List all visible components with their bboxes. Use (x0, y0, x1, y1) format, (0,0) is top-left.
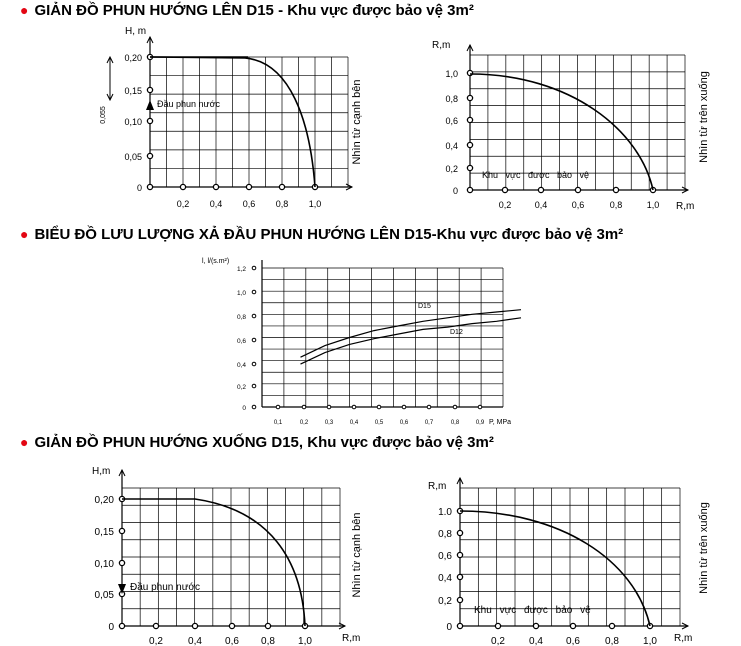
up_side-nozzle-marker (146, 100, 154, 110)
flow-x-tick-label: 0,2 (299, 420, 309, 426)
up_side-x-tick-dot (180, 184, 185, 189)
down_side-x-tick-label: 0,2 (149, 636, 163, 646)
heading-text: BIỂU ĐỒ LƯU LƯỢNG XẢ ĐẦU PHUN HƯỚNG LÊN D15-Khu vực được bảo vệ 3m² (34, 226, 624, 243)
flow-x-tick-dot (302, 405, 306, 409)
up_top-y-tick-label: 0,8 (445, 94, 458, 104)
up_side-y-tick-label: 0,05 (124, 152, 142, 162)
down_top-y-tick-label: 0,6 (438, 551, 452, 562)
down_top-x-tick-label: 0,6 (566, 636, 580, 646)
down_side-x-tick-dot (229, 623, 234, 628)
up_top-x-label: R,m (676, 201, 695, 212)
bullet-icon: ● (20, 2, 29, 18)
up_top-x-tick-label: 0,2 (498, 200, 512, 210)
up_side-dim-label: 0,055 (100, 106, 107, 124)
down_side-series-line (122, 499, 305, 626)
down_top-x-label: R,m (674, 633, 693, 644)
down_top-region-label: Khu vực được bảo vệ (474, 605, 591, 616)
up_side-x-tick-label: 0,8 (275, 199, 289, 209)
down_top-y-tick-dot (457, 530, 462, 535)
flow-y-tick-dot (252, 384, 256, 388)
flow-x-tick-dot (478, 405, 482, 409)
flow-y-tick-label: 0 (242, 405, 246, 412)
down_top-y-tick-label: 0,8 (438, 529, 452, 540)
up_side-x-tick-label: 1,0 (308, 199, 322, 209)
flow-x-tick-label: 0,9 (475, 420, 485, 426)
up_side-x-tick-label: 0,2 (176, 199, 190, 209)
flow-x-tick-dot (377, 405, 381, 409)
down_side-y-tick-dot (119, 528, 124, 533)
down_top-y-tick-label: 0,2 (438, 596, 452, 607)
up_top-y-tick-dot (467, 117, 472, 122)
up_top-y-tick-dot (467, 95, 472, 100)
flow-x-tick-label: 0,1 (273, 420, 283, 426)
down_top-x-tick-label: 0,4 (529, 636, 543, 646)
flow-y-tick-label: 0,8 (236, 314, 246, 321)
bullet-icon: ● (20, 226, 29, 242)
flow-x-tick-dot (327, 405, 331, 409)
down_top-y-label: R,m (428, 481, 447, 492)
flow-y-tick-dot (252, 266, 256, 270)
down_top-x-tick-label: 0,8 (605, 636, 619, 646)
up_top-x-tick-label: 0,6 (571, 200, 585, 210)
heading-text: GIẢN ĐỒ PHUN HƯỚNG LÊN D15 - Khu vực được bảo vệ 3m² (34, 2, 474, 19)
up_top-y-tick-dot (467, 142, 472, 147)
down_top-y-tick-label: 0,4 (438, 573, 452, 584)
down_side-x-tick-label: 0,4 (188, 636, 202, 646)
down_side-y-tick-label: 0,05 (94, 590, 114, 601)
down_side-x-label: R,m (342, 633, 361, 644)
flow-legend-d15: D15 (418, 303, 431, 310)
up_top-region-label: Khu vực được bảo vệ (482, 170, 589, 180)
up_side-y-label: H, m (125, 26, 147, 37)
flow-y-tick-label: 0,2 (236, 384, 246, 391)
up_top-x-tick-label: 0,8 (609, 200, 623, 210)
down_top-x-tick-dot (495, 623, 500, 628)
flow-y-tick-label: 1,0 (236, 290, 246, 297)
up_side-x-tick-dot (279, 184, 284, 189)
down_side-y-tick-label: 0,15 (94, 527, 114, 538)
up_side-y-tick-dot (147, 184, 152, 189)
up_top-y-label: R,m (432, 40, 451, 51)
down_top-y-tick-dot (457, 597, 462, 602)
up_top-y-tick-label: 1,0 (445, 69, 458, 79)
up_side-y-tick-dot (147, 153, 152, 158)
down_side-x-tick-label: 0,8 (261, 636, 275, 646)
down_top-x-tick-label: 0,2 (491, 636, 505, 646)
flow-x-tick-label: 0,4 (349, 420, 359, 426)
down_top-y-tick-label: 0 (446, 622, 452, 633)
flow-x-tick-label: 0,7 (424, 420, 434, 426)
up_top-y-tick-label: 0,6 (445, 116, 458, 126)
up_top-x-tick-dot (502, 187, 507, 192)
flow-x-tick-dot (352, 405, 356, 409)
flow-x-label: P, MPa (489, 419, 512, 426)
flow-y-tick-label: 0,4 (236, 362, 246, 369)
down_side-y-tick-label: 0 (108, 622, 114, 633)
flow-x-tick-dot (453, 405, 457, 409)
down_side-x-tick-label: 1,0 (298, 636, 312, 646)
down_side-x-tick-dot (153, 623, 158, 628)
flow-x-tick-label: 0,3 (324, 420, 334, 426)
up_side-y-tick-label: 0,15 (124, 86, 142, 96)
down_top-side-label: Nhìn từ trên xuống (698, 502, 710, 594)
up_side-y-tick-label: 0,20 (124, 53, 142, 63)
down_side-y-tick-label: 0,10 (94, 559, 114, 570)
down_side-y-tick-dot (119, 623, 124, 628)
bullet-icon: ● (20, 434, 29, 450)
up_top-x-tick-label: 1,0 (646, 200, 660, 210)
flow-y-tick-label: 0,6 (236, 338, 246, 345)
up_side-y-tick-label: 0,10 (124, 117, 142, 127)
flow-x-tick-dot (276, 405, 280, 409)
down_side-y-tick-dot (119, 560, 124, 565)
up_top-y-tick-label: 0,4 (445, 141, 458, 151)
up_top-y-tick-dot (467, 165, 472, 170)
down_top-x-tick-label: 1,0 (643, 636, 657, 646)
flow-x-tick-label: 0,5 (374, 420, 384, 426)
up_side-y-tick-dot (147, 87, 152, 92)
flow-y-tick-dot (252, 314, 256, 318)
down_top-y-tick-label: 1.0 (438, 507, 452, 518)
up_side-x-tick-label: 0,6 (242, 199, 256, 209)
up_top-x-tick-dot (538, 187, 543, 192)
flow-y-tick-dot (252, 290, 256, 294)
down_top-y-tick-dot (457, 552, 462, 557)
down_top-x-tick-dot (570, 623, 575, 628)
down_side-x-tick-dot (265, 623, 270, 628)
down_top-y-tick-dot (457, 574, 462, 579)
up_side-x-tick-dot (213, 184, 218, 189)
flow-y-tick-dot (252, 405, 256, 409)
flow-x-tick-label: 0,8 (450, 420, 460, 426)
up_side-x-tick-label: 0,4 (209, 199, 223, 209)
down_top-x-tick-dot (533, 623, 538, 628)
up_top-x-tick-dot (613, 187, 618, 192)
up_top-y-tick-label: 0,2 (445, 164, 458, 174)
down_side-y-tick-label: 0,20 (94, 495, 114, 506)
flow-series-D12 (301, 318, 522, 364)
up_side-y-tick-label: 0 (136, 183, 142, 193)
down_side-annotation: Đầu phun nước (130, 582, 200, 593)
heading-text: GIẢN ĐỒ PHUN HƯỚNG XUỐNG D15, Khu vực được bảo vệ 3m² (34, 434, 494, 451)
up_side-x-tick-dot (246, 184, 251, 189)
up_top-y-tick-dot (467, 70, 472, 75)
flow-x-tick-dot (402, 405, 406, 409)
flow-legend-d12: D12 (450, 329, 463, 336)
flow-y-tick-dot (252, 338, 256, 342)
up_top-side-label: Nhìn từ trên xuống (698, 71, 710, 163)
up_top-y-tick-dot (467, 187, 472, 192)
down_side-x-tick-label: 0,6 (225, 636, 239, 646)
flow-x-tick-label: 0,6 (399, 420, 409, 426)
up_top-x-tick-label: 0,4 (534, 200, 548, 210)
up_side-annotation: Đầu phun nước (157, 99, 220, 109)
up_side-y-tick-dot (147, 118, 152, 123)
up_top-y-tick-label: 0 (452, 186, 458, 196)
flow-y-label: l, l/(s.m²) (202, 258, 230, 265)
down_side-side-label: Nhìn từ cạnh bên (351, 512, 363, 598)
flow-y-tick-dot (252, 362, 256, 366)
up_top-x-tick-dot (575, 187, 580, 192)
up_side-side-label: Nhìn từ cạnh bên (351, 79, 363, 165)
down_top-x-tick-dot (609, 623, 614, 628)
flow-x-tick-dot (427, 405, 431, 409)
down_side-x-tick-dot (192, 623, 197, 628)
down_top-y-tick-dot (457, 623, 462, 628)
flow-y-tick-label: 1,2 (236, 266, 246, 273)
down_side-y-label: H,m (92, 466, 111, 477)
